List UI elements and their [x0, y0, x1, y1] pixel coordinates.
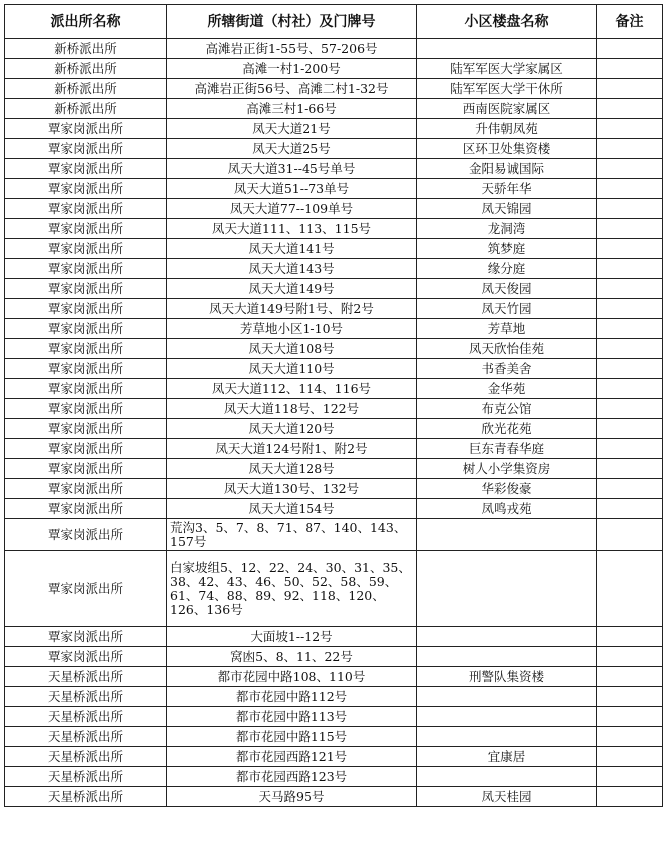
note-cell	[597, 459, 663, 479]
note-cell	[597, 139, 663, 159]
address-cell: 窝凼5、8、11、22号	[167, 647, 417, 667]
address-cell: 都市花园中路108、110号	[167, 667, 417, 687]
table-row	[5, 319, 663, 339]
note-cell	[597, 647, 663, 667]
note-cell	[597, 707, 663, 727]
community-cell: 凤天桂园	[417, 787, 597, 807]
note-cell	[597, 219, 663, 239]
station-cell: 天星桥派出所	[5, 787, 167, 807]
address-cell: 凤天大道31--45号单号	[167, 159, 417, 179]
table-row	[5, 499, 663, 519]
table-row	[5, 479, 663, 499]
table-row	[5, 647, 663, 667]
note-cell	[597, 179, 663, 199]
table-row	[5, 179, 663, 199]
address-cell: 凤天大道112、114、116号	[167, 379, 417, 399]
table-row	[5, 339, 663, 359]
station-cell: 覃家岗派出所	[5, 219, 167, 239]
table-row	[5, 99, 663, 119]
station-cell: 覃家岗派出所	[5, 519, 167, 551]
header-note: 备注	[597, 5, 663, 39]
address-cell: 凤天大道149号	[167, 279, 417, 299]
address-cell: 凤天大道111、113、115号	[167, 219, 417, 239]
table-row	[5, 159, 663, 179]
note-cell	[597, 259, 663, 279]
community-cell: 凤鸣戎苑	[417, 499, 597, 519]
table-row	[5, 119, 663, 139]
address-cell: 大面坡1--12号	[167, 627, 417, 647]
header-station: 派出所名称	[5, 5, 167, 39]
station-cell: 覃家岗派出所	[5, 139, 167, 159]
community-cell: 龙洞湾	[417, 219, 597, 239]
community-cell	[417, 551, 597, 627]
note-cell	[597, 687, 663, 707]
station-cell: 天星桥派出所	[5, 727, 167, 747]
station-cell: 覃家岗派出所	[5, 299, 167, 319]
note-cell	[597, 279, 663, 299]
address-cell: 芳草地小区1-10号	[167, 319, 417, 339]
note-cell	[597, 419, 663, 439]
table-row	[5, 259, 663, 279]
community-cell	[417, 767, 597, 787]
note-cell	[597, 239, 663, 259]
address-cell: 凤天大道110号	[167, 359, 417, 379]
community-cell: 西南医院家属区	[417, 99, 597, 119]
table-row	[5, 551, 663, 627]
community-cell: 陆军军医大学干休所	[417, 79, 597, 99]
note-cell	[597, 519, 663, 551]
note-cell	[597, 199, 663, 219]
address-cell: 凤天大道108号	[167, 339, 417, 359]
community-cell: 区环卫处集资楼	[417, 139, 597, 159]
community-cell: 缘分庭	[417, 259, 597, 279]
station-cell: 覃家岗派出所	[5, 419, 167, 439]
address-cell: 天马路95号	[167, 787, 417, 807]
community-cell: 凤天锦园	[417, 199, 597, 219]
community-cell: 布克公馆	[417, 399, 597, 419]
station-cell: 覃家岗派出所	[5, 199, 167, 219]
address-cell: 凤天大道77--109单号	[167, 199, 417, 219]
station-cell: 新桥派出所	[5, 79, 167, 99]
station-cell: 天星桥派出所	[5, 687, 167, 707]
community-cell	[417, 687, 597, 707]
table-row	[5, 747, 663, 767]
address-cell: 凤天大道120号	[167, 419, 417, 439]
community-cell: 金阳易诚国际	[417, 159, 597, 179]
address-cell: 凤天大道25号	[167, 139, 417, 159]
address-cell: 白家坡组5、12、22、24、30、31、35、38、42、43、46、50、52、58、59、61、74、88、89、92、118、120、126、136号	[167, 551, 417, 627]
table-row	[5, 627, 663, 647]
station-cell: 覃家岗派出所	[5, 479, 167, 499]
note-cell	[597, 59, 663, 79]
address-cell: 凤天大道128号	[167, 459, 417, 479]
table-row	[5, 667, 663, 687]
note-cell	[597, 667, 663, 687]
table-row	[5, 59, 663, 79]
table-row	[5, 199, 663, 219]
address-cell: 都市花园中路112号	[167, 687, 417, 707]
note-cell	[597, 479, 663, 499]
table-row	[5, 299, 663, 319]
station-cell: 覃家岗派出所	[5, 279, 167, 299]
note-cell	[597, 79, 663, 99]
address-cell: 都市花园西路121号	[167, 747, 417, 767]
table-body	[5, 39, 663, 807]
address-cell: 高滩岩正街1-55号、57-206号	[167, 39, 417, 59]
header-row	[5, 5, 663, 39]
community-cell: 巨东青春华庭	[417, 439, 597, 459]
table-row	[5, 459, 663, 479]
address-cell: 凤天大道154号	[167, 499, 417, 519]
address-cell: 凤天大道143号	[167, 259, 417, 279]
community-cell: 筑梦庭	[417, 239, 597, 259]
table-row	[5, 707, 663, 727]
station-cell: 天星桥派出所	[5, 667, 167, 687]
table-row	[5, 239, 663, 259]
community-cell: 书香美舍	[417, 359, 597, 379]
community-cell: 欣光花苑	[417, 419, 597, 439]
community-cell: 凤天欣怡佳苑	[417, 339, 597, 359]
station-cell: 新桥派出所	[5, 39, 167, 59]
community-cell: 金华苑	[417, 379, 597, 399]
table-row	[5, 767, 663, 787]
community-cell: 升伟朝凤苑	[417, 119, 597, 139]
table-row	[5, 379, 663, 399]
community-cell	[417, 39, 597, 59]
address-cell: 高滩一村1-200号	[167, 59, 417, 79]
community-cell	[417, 627, 597, 647]
address-cell: 都市花园西路123号	[167, 767, 417, 787]
station-cell: 覃家岗派出所	[5, 319, 167, 339]
note-cell	[597, 319, 663, 339]
note-cell	[597, 727, 663, 747]
station-cell: 覃家岗派出所	[5, 627, 167, 647]
address-cell: 荒沟3、5、7、8、71、87、140、143、157号	[167, 519, 417, 551]
note-cell	[597, 159, 663, 179]
table-row	[5, 359, 663, 379]
address-cell: 凤天大道130号、132号	[167, 479, 417, 499]
station-cell: 天星桥派出所	[5, 767, 167, 787]
community-cell: 树人小学集资房	[417, 459, 597, 479]
community-cell: 凤天竹园	[417, 299, 597, 319]
address-cell: 都市花园中路113号	[167, 707, 417, 727]
note-cell	[597, 767, 663, 787]
station-cell: 覃家岗派出所	[5, 359, 167, 379]
table-row	[5, 687, 663, 707]
station-cell: 覃家岗派出所	[5, 339, 167, 359]
table-row	[5, 399, 663, 419]
community-cell	[417, 647, 597, 667]
table-row	[5, 787, 663, 807]
station-cell: 天星桥派出所	[5, 707, 167, 727]
address-cell: 高滩三村1-66号	[167, 99, 417, 119]
station-cell: 覃家岗派出所	[5, 499, 167, 519]
table-row	[5, 727, 663, 747]
community-cell: 芳草地	[417, 319, 597, 339]
address-cell: 都市花园中路115号	[167, 727, 417, 747]
table-row	[5, 39, 663, 59]
community-cell: 刑警队集资楼	[417, 667, 597, 687]
station-cell: 覃家岗派出所	[5, 459, 167, 479]
station-cell: 覃家岗派出所	[5, 647, 167, 667]
note-cell	[597, 747, 663, 767]
note-cell	[597, 787, 663, 807]
table-row	[5, 79, 663, 99]
community-cell: 凤天俊园	[417, 279, 597, 299]
community-cell	[417, 519, 597, 551]
header-community: 小区楼盘名称	[417, 5, 597, 39]
station-cell: 新桥派出所	[5, 59, 167, 79]
station-cell: 覃家岗派出所	[5, 119, 167, 139]
jurisdiction-table	[4, 4, 663, 807]
note-cell	[597, 119, 663, 139]
station-cell: 覃家岗派出所	[5, 399, 167, 419]
note-cell	[597, 399, 663, 419]
station-cell: 覃家岗派出所	[5, 179, 167, 199]
community-cell	[417, 727, 597, 747]
station-cell: 覃家岗派出所	[5, 239, 167, 259]
note-cell	[597, 299, 663, 319]
table-row	[5, 279, 663, 299]
table-row	[5, 139, 663, 159]
station-cell: 天星桥派出所	[5, 747, 167, 767]
community-cell: 华彩俊豪	[417, 479, 597, 499]
address-cell: 凤天大道141号	[167, 239, 417, 259]
address-cell: 凤天大道149号附1号、附2号	[167, 299, 417, 319]
address-cell: 凤天大道21号	[167, 119, 417, 139]
note-cell	[597, 39, 663, 59]
note-cell	[597, 339, 663, 359]
community-cell: 宜康居	[417, 747, 597, 767]
station-cell: 覃家岗派出所	[5, 379, 167, 399]
station-cell: 新桥派出所	[5, 99, 167, 119]
note-cell	[597, 379, 663, 399]
community-cell: 陆军军医大学家属区	[417, 59, 597, 79]
station-cell: 覃家岗派出所	[5, 439, 167, 459]
table-row	[5, 419, 663, 439]
table-row	[5, 439, 663, 459]
address-cell: 凤天大道124号附1、附2号	[167, 439, 417, 459]
note-cell	[597, 627, 663, 647]
community-cell	[417, 707, 597, 727]
note-cell	[597, 99, 663, 119]
header-address: 所辖街道（村社）及门牌号	[167, 5, 417, 39]
station-cell: 覃家岗派出所	[5, 259, 167, 279]
address-cell: 凤天大道51--73单号	[167, 179, 417, 199]
address-cell: 高滩岩正街56号、高滩二村1-32号	[167, 79, 417, 99]
note-cell	[597, 359, 663, 379]
table-row	[5, 219, 663, 239]
note-cell	[597, 551, 663, 627]
community-cell: 天骄年华	[417, 179, 597, 199]
note-cell	[597, 439, 663, 459]
address-cell: 凤天大道118号、122号	[167, 399, 417, 419]
station-cell: 覃家岗派出所	[5, 159, 167, 179]
table-row	[5, 519, 663, 551]
station-cell: 覃家岗派出所	[5, 551, 167, 627]
note-cell	[597, 499, 663, 519]
